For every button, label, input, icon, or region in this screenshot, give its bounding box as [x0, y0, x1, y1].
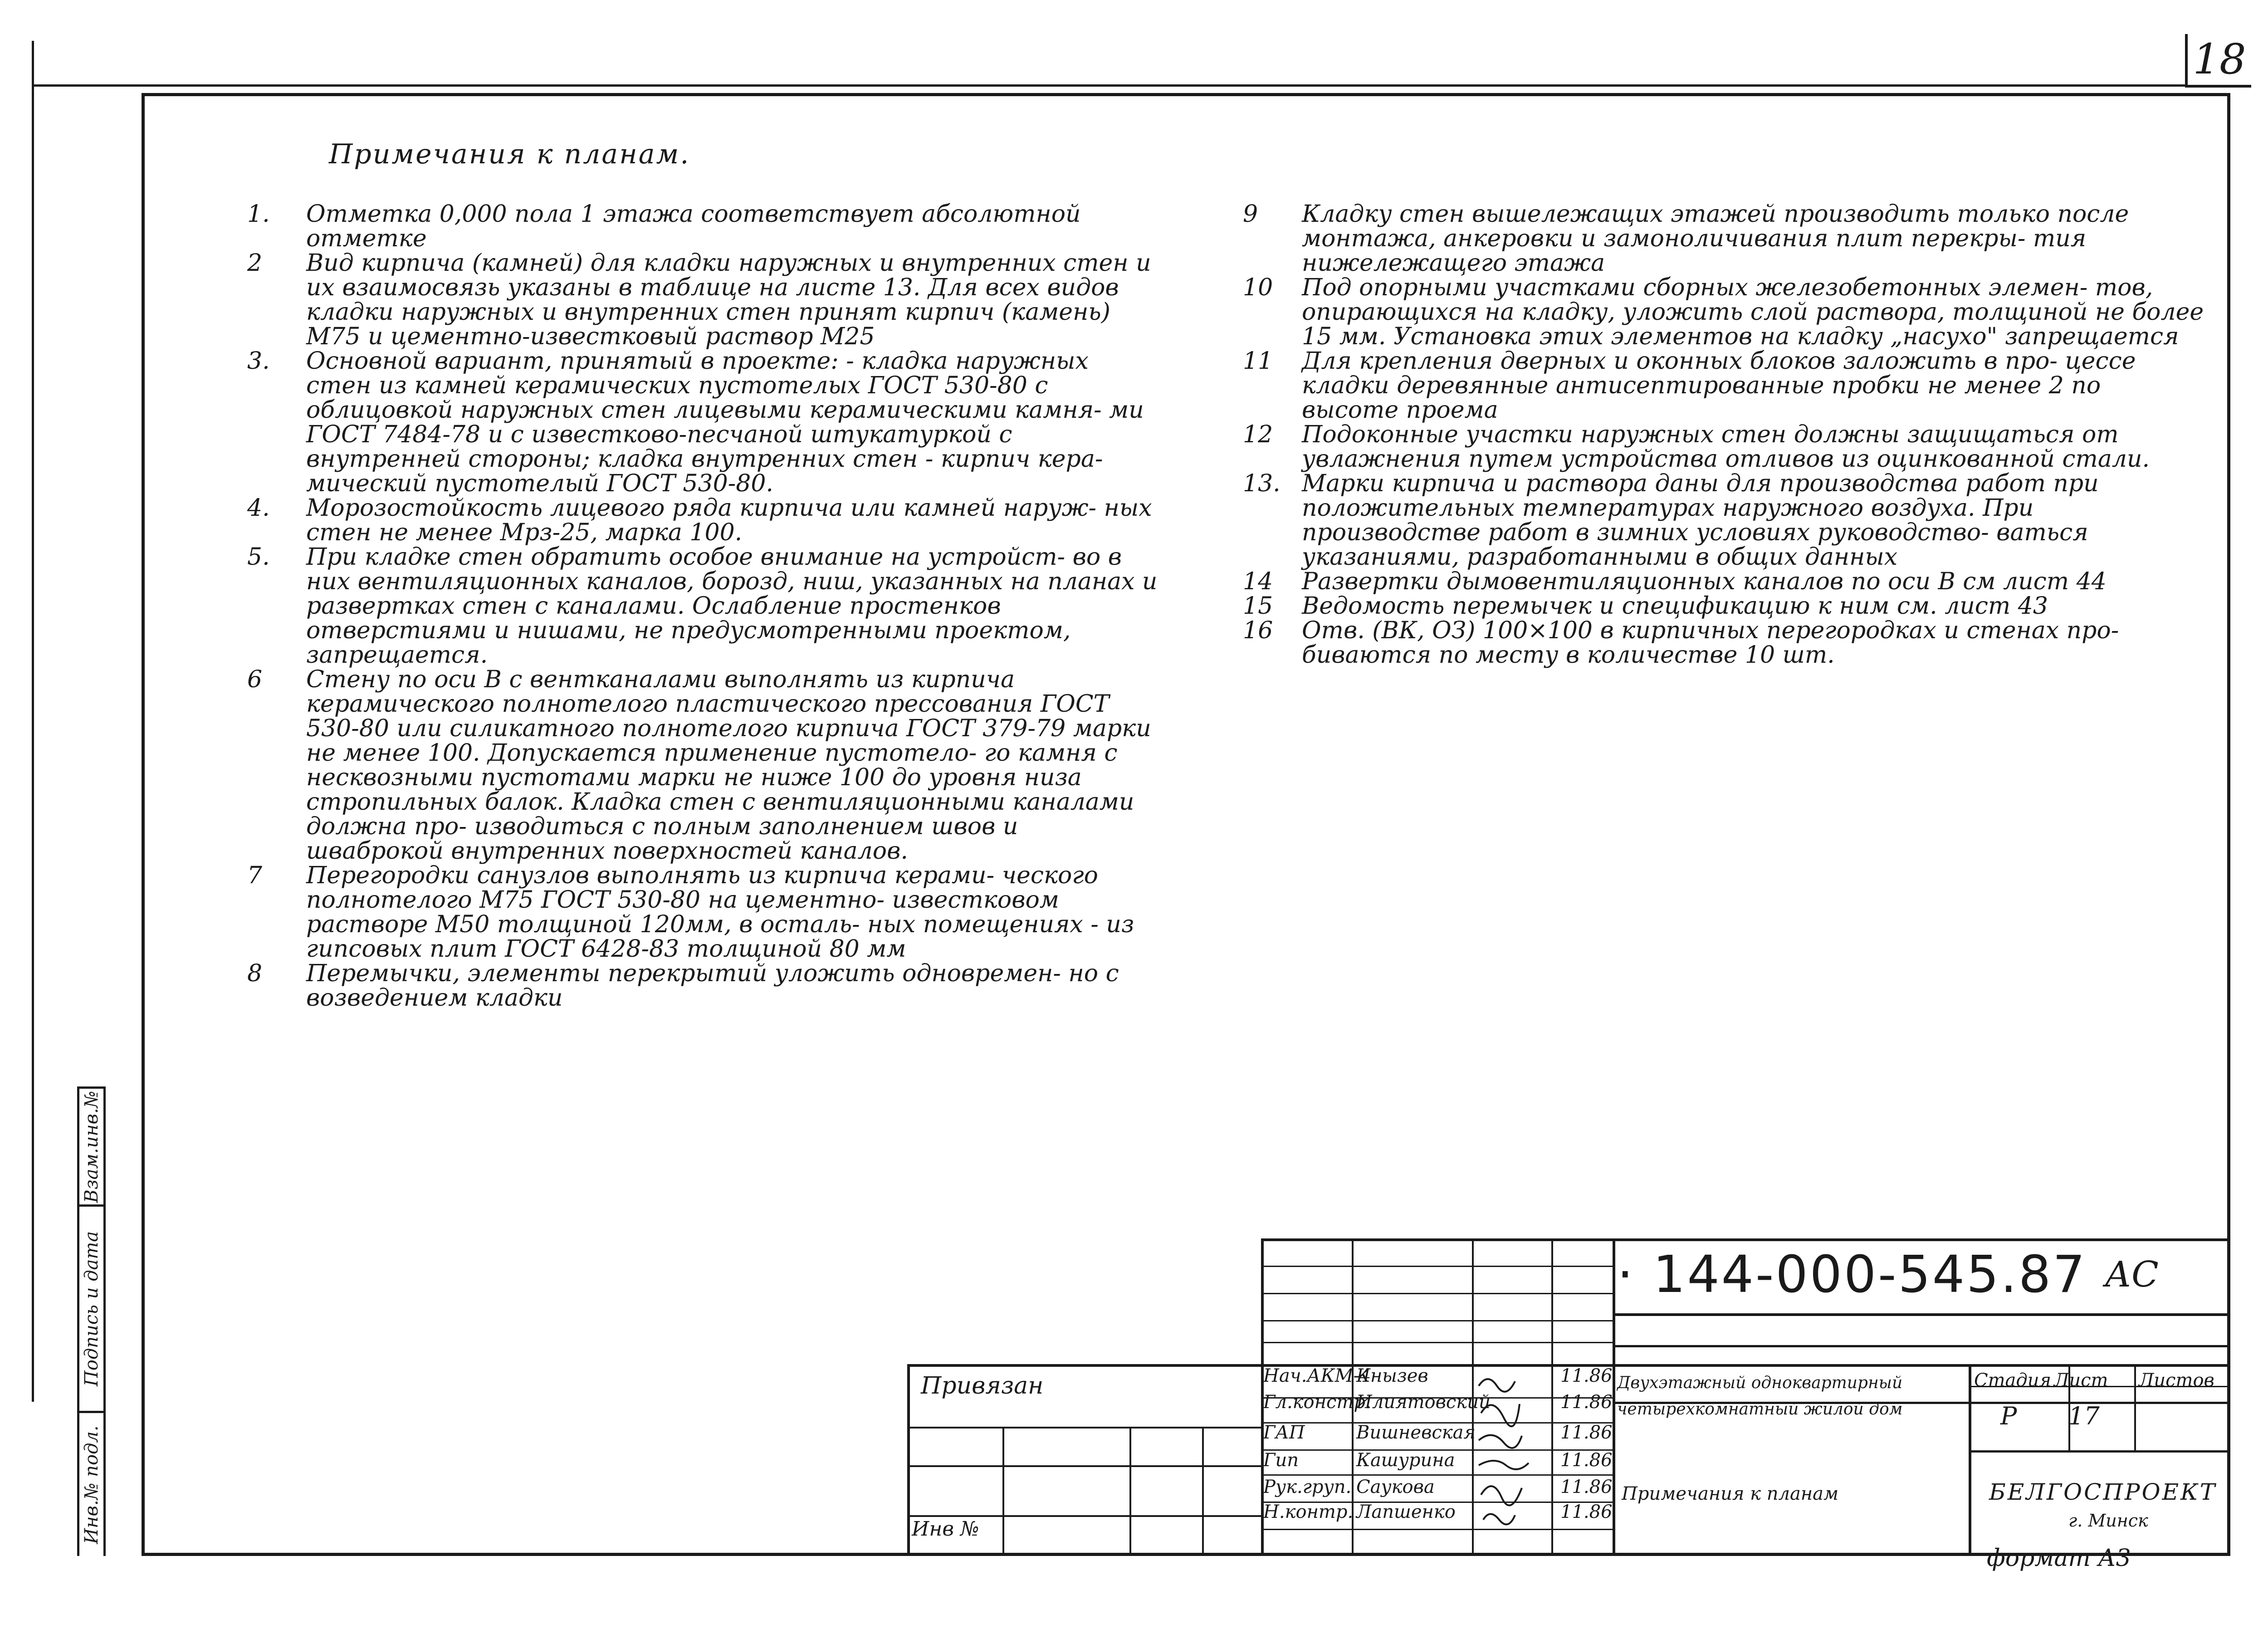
note-item: [1243, 594, 2204, 618]
building-name: Двухэтажный одноквартирный четырехкомнатный жилой дом: [1617, 1374, 1903, 1419]
role-3: ГАП: [1263, 1422, 1305, 1443]
role-6: Н.контр.: [1263, 1502, 1354, 1522]
note-number: 1.: [247, 201, 270, 228]
note-text: При кладке стен обратить особое внимание на устройст- во в них вентиляционных каналов, борозд, ниш, указанных на планах и развертках стен с каналами. Ослабление простенков отверстиями и нишами, не предусмотренными проектом, запрещается.: [306, 543, 1158, 669]
format-label: формат А3: [1987, 1545, 2131, 1572]
role-4: Гип: [1263, 1450, 1299, 1471]
col-sheets: Листов: [2139, 1370, 2214, 1391]
stamp-cell-replacement: [79, 1086, 106, 1204]
inventory-number-label: Инв №: [912, 1517, 979, 1541]
note-item: [1243, 422, 2204, 471]
signatures-scribble: [1474, 1368, 1556, 1531]
note-number: 14: [1243, 568, 1273, 595]
date-1: 11.86: [1560, 1365, 1613, 1386]
note-number: 3.: [247, 347, 270, 375]
note-number: 10: [1243, 274, 1273, 301]
city: г. Минск: [2068, 1511, 2148, 1531]
note-text: Стену по оси В с вентканалами выполнять из кирпича керамического полнотелого пластического прессования ГОСТ 530-80 или силикатного полнотелого кирпича ГОСТ 379-79 марки не менее 100. Допускается применение пустотело- го камня с несквозными пустотами марки не ниже 100 до уровня низа стропильных балок. Кладка стен с вентиляционными каналами должна про- изводиться с полным заполнением швов и шваброкой внутренних поверхностей каналов.: [306, 666, 1151, 865]
note-text: Отметка 0,000 пола 1 этажа соответствует абсолютной отметке: [306, 201, 1081, 252]
note-item: [1243, 471, 2204, 569]
note-item: [247, 863, 1159, 961]
sheet-value: 17: [2068, 1402, 2100, 1430]
note-number: 7: [247, 862, 263, 889]
privyazan-label: Привязан: [921, 1372, 1044, 1399]
organization: БЕЛГОСПРОЕКТ: [1989, 1479, 2217, 1505]
note-item: [247, 349, 1159, 496]
col-stage: Стадия: [1974, 1370, 2051, 1391]
name-6: Лапшенко: [1356, 1502, 1456, 1522]
document-code: · 144-000-545.87: [1617, 1245, 2087, 1304]
document-suffix: АС: [2105, 1254, 2159, 1295]
note-item: [1243, 569, 2204, 594]
note-item: [1243, 618, 2204, 667]
note-item: [247, 251, 1159, 349]
note-item: [247, 496, 1159, 545]
name-4: Кашурина: [1356, 1450, 1455, 1471]
stamp-original-label: Инв.№ подл.: [81, 1425, 102, 1544]
note-text: Перегородки санузлов выполнять из кирпича керами- ческого полнотелого М75 ГОСТ 530-80 на цементно- известковом растворе М50 толщиной 120мм, в осталь- ных помещениях - из гипсовых плит ГОСТ 6428-83 толщиной 80 мм: [306, 862, 1134, 963]
note-number: 4.: [247, 494, 270, 522]
name-2: Илиятовский: [1356, 1392, 1491, 1413]
name-1: Кнызев: [1356, 1365, 1428, 1386]
left-margin-stamp: [77, 1086, 144, 1556]
stage-value: Р: [2000, 1402, 2017, 1430]
note-number: 6: [247, 666, 263, 693]
date-4: 11.86: [1560, 1450, 1613, 1471]
note-number: 11: [1243, 347, 1273, 375]
role-1: Нач.АКМ-4: [1263, 1365, 1371, 1386]
note-number: 16: [1243, 617, 1273, 644]
sheet-number: 18: [2185, 34, 2251, 88]
note-text: Вид кирпича (камней) для кладки наружных и внутренних стен и их взаимосвязь указаны в таблице на листе 13. Для всех видов кладки наружных и внутренних стен принят кирпич (камень) М75 и цементно-известковый раствор М25: [306, 250, 1151, 350]
note-item: [1243, 349, 2204, 422]
note-text: Отв. (ВК, ОЗ) 100×100 в кирпичных перегородках и стенах про- биваются по месту в количестве 10 шт.: [1302, 617, 2119, 669]
stamp-replacement-label: Взам.инв.№: [81, 1091, 102, 1203]
date-5: 11.86: [1560, 1477, 1613, 1497]
role-2: Гл.констр.: [1263, 1392, 1371, 1413]
note-text: Развертки дымовентиляционных каналов по оси В см лист 44: [1302, 568, 2107, 595]
notes-title: Примечания к планам.: [329, 138, 690, 170]
note-number: 12: [1243, 421, 1273, 448]
note-text: Подоконные участки наружных стен должны защищаться от увлажнения путем устройства отливов из оцинкованной стали.: [1302, 421, 2150, 473]
name-5: Саукова: [1356, 1477, 1435, 1497]
notes-left-column: [247, 202, 1159, 1010]
col-sheet: Лист: [2054, 1370, 2108, 1391]
note-number: 5.: [247, 543, 270, 571]
note-text: Морозостойкость лицевого ряда кирпича или камней наруж- ных стен не менее Мрз-25, марка 100.: [306, 494, 1152, 546]
stamp-signature-label: Подпись и дата: [81, 1231, 102, 1387]
role-5: Рук.груп.: [1263, 1477, 1352, 1497]
note-number: 15: [1243, 592, 1273, 620]
note-text: Для крепления дверных и оконных блоков заложить в про- цессе кладки деревянные антисептированные пробки не менее 2 по высоте проема: [1302, 347, 2136, 424]
sheet-top-border: [32, 84, 2186, 87]
note-text: Марки кирпича и раствора даны для производства работ при положительных температурах наружного воздуха. При производстве работ в зимних условиях руководство- ваться указаниями, разработанными в общих данных: [1302, 470, 2099, 571]
stamp-cell-signature: [79, 1204, 106, 1411]
note-number: 2: [247, 250, 263, 277]
note-number: 8: [247, 960, 263, 987]
note-number: 9: [1243, 201, 1258, 228]
note-text: Ведомость перемычек и спецификацию к ним см. лист 43: [1302, 592, 2048, 620]
note-item: [1243, 202, 2204, 275]
note-text: Основной вариант, принятый в проекте: - кладка наружных стен из камней керамических пустотелых ГОСТ 530-80 с облицовкой наружных стен лицевыми керамическими камня- ми ГОСТ 7484-78 и с известково-песчаной штукатуркой с внутренней стороны; кладка внутренних стен - кирпич кера- мический пустотелый ГОСТ 530-80.: [306, 347, 1144, 497]
name-3: Вишневская: [1356, 1422, 1476, 1443]
note-item: [1243, 275, 2204, 349]
note-text: Перемычки, элементы перекрытий уложить одновремен- но с возведением кладки: [306, 960, 1119, 1012]
date-6: 11.86: [1560, 1502, 1613, 1522]
note-item: [247, 667, 1159, 863]
note-number: 13.: [1243, 470, 1281, 497]
note-text: Кладку стен вышележащих этажей производить только после монтажа, анкеровки и замоноличивания плит перекры- тия нижележащего этажа: [1302, 201, 2129, 277]
date-3: 11.86: [1560, 1422, 1613, 1443]
sheet-left-border: [32, 41, 34, 1402]
stamp-cell-original: [79, 1411, 106, 1556]
date-2: 11.86: [1560, 1392, 1613, 1413]
note-text: Под опорными участками сборных железобетонных элемен- тов, опирающихся на кладку, уложить слой раствора, толщиной не более 15 мм. Установка этих элементов на кладку „насухо" запрещается: [1302, 274, 2204, 350]
note-item: [247, 202, 1159, 251]
note-item: [247, 545, 1159, 667]
note-item: [247, 961, 1159, 1010]
notes-right-column: [1243, 202, 2204, 667]
sheet-title: Примечания к планам: [1622, 1483, 1839, 1504]
